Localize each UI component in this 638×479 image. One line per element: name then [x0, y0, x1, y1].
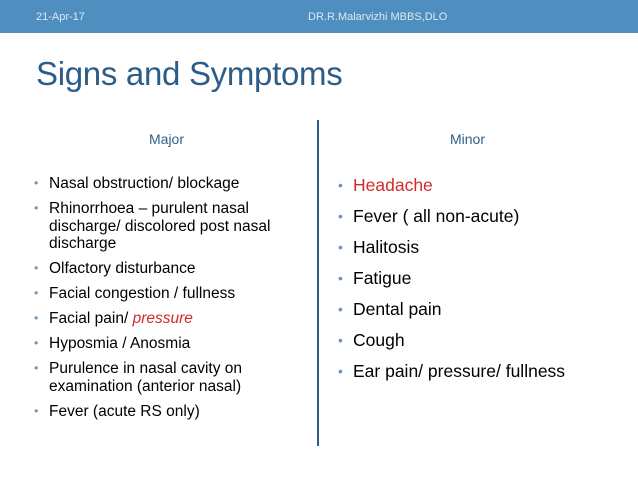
bullet-icon: • — [338, 270, 343, 286]
list-item — [34, 335, 314, 353]
bullet-icon: • — [34, 336, 39, 350]
list-item — [34, 200, 314, 253]
bullet-icon: • — [338, 208, 343, 224]
minor-list — [338, 175, 618, 392]
list-item — [34, 175, 314, 193]
slide-title: Signs and Symptoms — [36, 55, 343, 92]
item-text: Ear pain/ pressure/ fullness — [353, 361, 566, 381]
item-text: Facial pain/ — [49, 310, 133, 327]
bullet-icon: • — [34, 201, 39, 215]
bullet-icon: • — [34, 403, 39, 418]
item-highlight: Headache — [353, 175, 433, 195]
item-text: Hyposmia / Anosmia — [49, 335, 191, 352]
bullet-icon: • — [338, 332, 343, 348]
item-text: Cough — [353, 330, 405, 350]
slide-author: DR.R.Malarvizhi MBBS,DLO — [308, 11, 448, 23]
item-text: Fever (acute RS only) — [49, 402, 200, 420]
column-divider — [317, 120, 319, 446]
item-text: Nasal obstruction/ blockage — [49, 175, 240, 192]
item-text: Fever ( all non-acute) — [353, 206, 520, 226]
bullet-icon: • — [34, 311, 39, 325]
major-list — [34, 175, 314, 428]
list-item — [34, 360, 314, 395]
list-item — [338, 237, 618, 258]
minor-heading: Minor — [450, 131, 486, 147]
list-item — [34, 285, 314, 303]
item-text: Rhinorrhoea – purulent nasal discharge/ discolored post nasal discharge — [49, 200, 271, 252]
bullet-icon: • — [34, 176, 39, 190]
list-item — [338, 268, 618, 289]
item-text: Dental pain — [353, 299, 442, 319]
list-item — [34, 403, 314, 421]
list-item — [34, 260, 314, 278]
list-item — [34, 310, 314, 328]
item-text: Facial congestion / fullness — [49, 285, 236, 302]
list-item — [338, 299, 618, 320]
bullet-icon: • — [34, 286, 39, 300]
list-item — [338, 206, 618, 227]
item-text: Halitosis — [353, 237, 420, 257]
header-bar — [0, 0, 638, 33]
bullet-icon: • — [34, 261, 39, 275]
slide-date: 21-Apr-17 — [36, 11, 85, 23]
list-item — [338, 361, 618, 382]
list-item — [338, 330, 618, 351]
bullet-icon: • — [338, 363, 343, 379]
item-highlight: pressure — [132, 310, 193, 327]
bullet-icon: • — [338, 239, 343, 255]
bullet-icon: • — [34, 361, 39, 375]
bullet-icon: • — [338, 301, 343, 317]
major-heading: Major — [149, 131, 185, 147]
item-text: Fatigue — [353, 268, 412, 288]
bullet-icon: • — [338, 177, 343, 193]
list-item — [338, 175, 618, 196]
item-text: Purulence in nasal cavity on examination (anterior nasal) — [49, 360, 243, 395]
item-text: Olfactory disturbance — [49, 260, 196, 277]
